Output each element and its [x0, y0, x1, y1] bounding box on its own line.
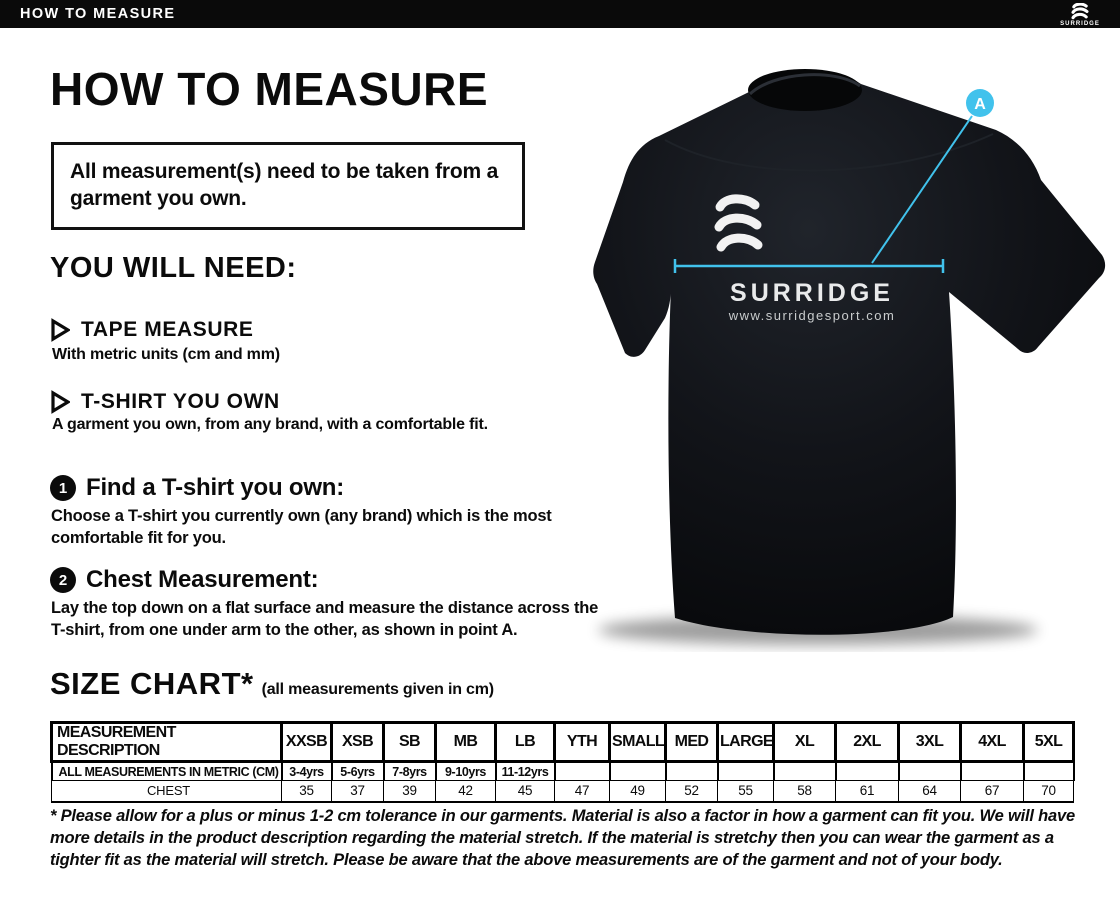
shirt-body	[593, 71, 1105, 635]
disclaimer-text: * Please allow for a plus or minus 1-2 cm tolerance in our garments. Material is also a factor in how a garment can fit you. We will have more details in the product description regarding the material stretch. If the material is stretchy then you can wear the garment as a tighter fit as the material will stretch. Please be aware that the above measurements are of the garment and not of your body.	[50, 807, 1075, 869]
table-header-cell: SMALL	[610, 723, 666, 762]
table-cell: 7-8yrs	[384, 762, 436, 781]
table-row-metric	[52, 762, 1074, 781]
need-item-description: With metric units (cm and mm)	[52, 346, 280, 363]
size-chart-table	[50, 721, 1075, 803]
table-header-cell: XXSB	[282, 723, 332, 762]
table-cell	[1024, 762, 1074, 781]
point-a-label: A	[974, 96, 986, 113]
need-item-description: A garment you own, from any brand, with a comfortable fit.	[52, 416, 488, 433]
table-header-row	[52, 723, 1074, 762]
step-description: Choose a T-shirt you currently own (any brand) which is the most comfortable fit for you.	[51, 507, 552, 547]
table-cell: 39	[384, 781, 436, 802]
step-number-badge: 1	[50, 475, 76, 501]
tshirt-illustration	[583, 52, 1120, 652]
table-header-cell: 3XL	[899, 723, 961, 762]
table-header-cell: XSB	[332, 723, 384, 762]
triangle-bullet-icon	[50, 390, 70, 414]
step-title: Find a T-shirt you own:	[86, 474, 345, 501]
table-row-chest	[52, 781, 1074, 802]
table-cell: 3-4yrs	[282, 762, 332, 781]
surridge-s-icon	[1067, 3, 1093, 20]
page-title: HOW TO MEASURE	[50, 63, 489, 115]
notice-box: All measurement(s) need to be taken from a garment you own.	[51, 142, 525, 230]
table-cell: 64	[899, 781, 961, 802]
table-header-cell: 5XL	[1024, 723, 1074, 762]
table-cell: 61	[836, 781, 899, 802]
shirt-brand-text: SURRIDGE	[730, 279, 894, 307]
top-bar	[0, 0, 1120, 28]
need-item-title: TAPE MEASURE	[81, 318, 254, 341]
table-cell: 11-12yrs	[496, 762, 555, 781]
size-chart-heading	[50, 666, 494, 702]
table-cell: 47	[555, 781, 610, 802]
table-cell: 52	[666, 781, 718, 802]
point-a-marker	[966, 89, 994, 117]
shirt-website-text: www.surridgesport.com	[728, 308, 896, 323]
table-cell	[774, 762, 836, 781]
table-cell: ALL MEASUREMENTS IN METRIC (CM)	[52, 762, 282, 781]
step-1	[50, 474, 344, 502]
surridge-logo-text: SURRIDGE	[1060, 20, 1100, 27]
table-cell: 42	[436, 781, 496, 802]
table-header-cell: 4XL	[961, 723, 1024, 762]
surridge-logo	[1050, 1, 1110, 28]
table-cell: 70	[1024, 781, 1074, 802]
table-header-cell: MEASUREMENT DESCRIPTION	[52, 723, 282, 762]
table-cell: 45	[496, 781, 555, 802]
table-cell	[666, 762, 718, 781]
table-cell	[718, 762, 774, 781]
tshirt-image	[583, 52, 1120, 652]
need-item-tape-measure	[50, 318, 254, 342]
step-description: Lay the top down on a flat surface and measure the distance across the T-shirt, from one under arm to the other, as shown in point A.	[51, 599, 599, 639]
table-header-cell: LB	[496, 723, 555, 762]
table-cell: CHEST	[52, 781, 282, 802]
table-header-cell: XL	[774, 723, 836, 762]
table-cell: 37	[332, 781, 384, 802]
size-chart-title: SIZE CHART*	[50, 666, 254, 701]
table-header-cell: LARGE	[718, 723, 774, 762]
need-item-title: T-SHIRT YOU OWN	[81, 390, 280, 413]
table-cell	[610, 762, 666, 781]
size-chart-subtitle: (all measurements given in cm)	[261, 681, 494, 698]
table-cell	[961, 762, 1024, 781]
table-cell: 58	[774, 781, 836, 802]
table-header-cell: YTH	[555, 723, 610, 762]
triangle-bullet-icon	[50, 318, 70, 342]
table-cell: 67	[961, 781, 1024, 802]
table-header-cell: SB	[384, 723, 436, 762]
step-number-badge: 2	[50, 567, 76, 593]
table-cell: 9-10yrs	[436, 762, 496, 781]
need-item-tshirt	[50, 390, 280, 414]
table-cell	[555, 762, 610, 781]
step-title: Chest Measurement:	[86, 566, 319, 593]
table-cell: 49	[610, 781, 666, 802]
table-cell: 5-6yrs	[332, 762, 384, 781]
table-cell: 55	[718, 781, 774, 802]
table-cell	[899, 762, 961, 781]
top-bar-title: HOW TO MEASURE	[20, 6, 176, 22]
table-cell: 35	[282, 781, 332, 802]
you-will-need-heading: YOU WILL NEED:	[50, 252, 297, 284]
table-header-cell: MB	[436, 723, 496, 762]
table-header-cell: MED	[666, 723, 718, 762]
step-2	[50, 566, 318, 594]
table-cell	[836, 762, 899, 781]
table-header-cell: 2XL	[836, 723, 899, 762]
